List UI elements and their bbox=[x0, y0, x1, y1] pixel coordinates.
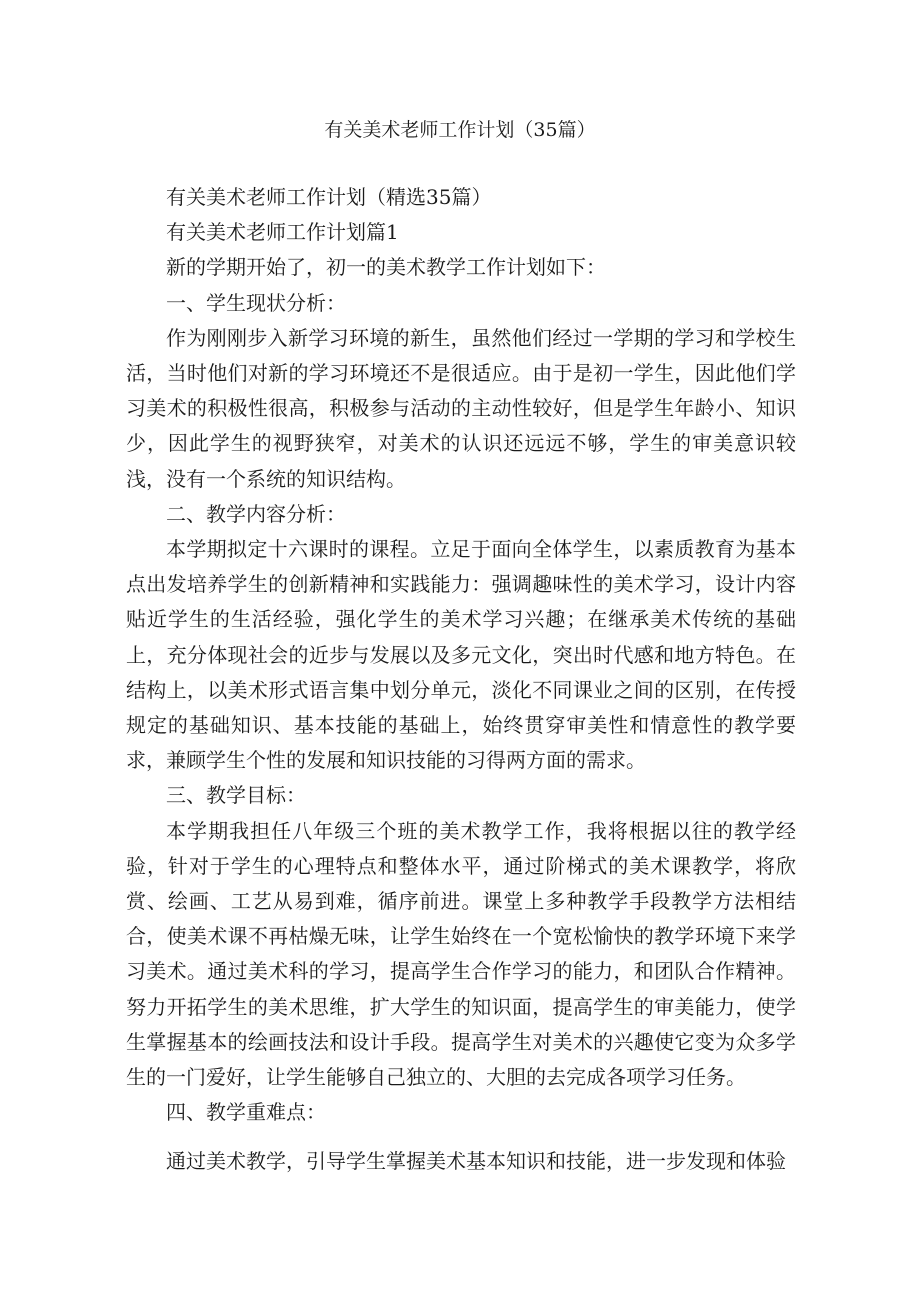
intro-paragraph: 新的学期开始了，初一的美术教学工作计划如下： bbox=[166, 255, 606, 280]
heading-key-points: 四、教学重难点： bbox=[166, 1100, 326, 1125]
heading-content-analysis: 二、教学内容分析： bbox=[166, 501, 346, 526]
paragraph-student-analysis: 作为刚刚步入新学习环境的新生，虽然他们经过一学期的学习和学校生活，当时他们对新的学习环境还不是很适应。由于是初一学生，因此他们学习美术的积极性很高，积极参与活动的主动性较好，但是学生年龄小、知识少，因此学生的视野狭窄，对美术的认识还远远不够，学生的审美意识较浅，没有一个系统的知识结构。 bbox=[126, 325, 796, 491]
document-body bbox=[126, 180, 796, 1180]
heading-teaching-goals: 三、教学目标： bbox=[166, 783, 306, 808]
paragraph-teaching-goals: 本学期我担任八年级三个班的美术教学工作，我将根据以往的教学经验，针对于学生的心理特点和整体水平，通过阶梯式的美术课教学，将欣赏、绘画、工艺从易到难，循序前进。课堂上多种教学手段教学方法相结合，使美术课不再枯燥无味，让学生始终在一个宽松愉快的教学环境下来学习美术。通过美术科的学习，提高学生合作学习的能力，和团队合作精神。努力开拓学生的美术思维，扩大学生的知识面，提高学生的审美能力，使学生掌握基本的绘画技法和设计手段。提高学生对美术的兴趣使它变为众多学生的一门爱好，让学生能够自己独立的、大胆的去完成各项学习任务。 bbox=[126, 818, 796, 1090]
paragraph-key-points: 通过美术教学，引导学生掌握美术基本知识和技能，进一步发现和体验 bbox=[166, 1149, 786, 1174]
section-heading: 有关美术老师工作计划篇1 bbox=[166, 220, 399, 245]
paragraph-content-analysis: 本学期拟定十六课时的课程。立足于面向全体学生，以素质教育为基本点出发培养学生的创新精神和实践能力：强调趣味性的美术学习，设计内容贴近学生的生活经验，强化学生的美术学习兴趣；在继承美术传统的基础上，充分体现社会的近步与发展以及多元文化，突出时代感和地方特色。在结构上，以美术形式语言集中划分单元，淡化不同课业之间的区别，在传授规定的基础知识、基本技能的基础上，始终贯穿审美性和情意性的教学要求，兼顾学生个性的发展和知识技能的习得两方面的需求。 bbox=[126, 537, 796, 773]
document-title: 有关美术老师工作计划（35篇） bbox=[324, 119, 596, 141]
heading-student-analysis: 一、学生现状分析： bbox=[166, 290, 346, 315]
subtitle: 有关美术老师工作计划（精选35篇） bbox=[166, 185, 492, 209]
